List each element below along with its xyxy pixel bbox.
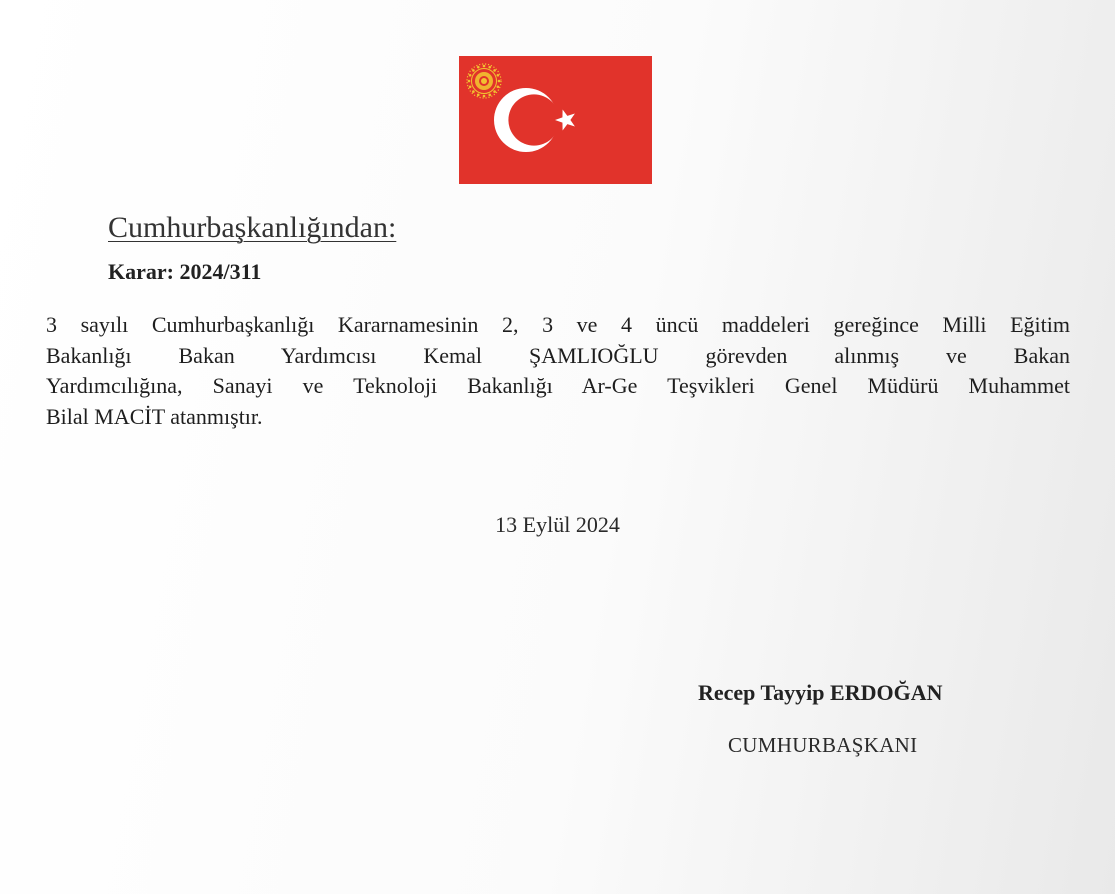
turkish-flag [459, 56, 652, 184]
seal-star-dot [469, 85, 472, 88]
seal-star-dot [488, 66, 491, 69]
seal-star-dot [469, 74, 472, 77]
seal-star-dot [488, 94, 491, 97]
decision-number: Karar: 2024/311 [108, 259, 262, 284]
body-line-4: Bilal MACİT atanmıştır. [46, 403, 263, 429]
seal-star-dot [493, 90, 496, 93]
signer-name: Recep Tayyip ERDOĞAN [698, 680, 943, 705]
flag-svg [459, 56, 652, 184]
body-line-3: Yardımcılığına, Sanayi ve Teknoloji Bakanlığı Ar-Ge Teşvikleri Genel Müdürü Muhammet [46, 373, 1070, 398]
seal-star-dot [483, 95, 486, 98]
issuer-heading: Cumhurbaşkanlığından: [108, 211, 397, 244]
seal-star-dot [497, 85, 500, 88]
seal-star-dot [477, 94, 480, 97]
seal-star-dot [477, 66, 480, 69]
seal-star-dot [472, 69, 475, 72]
decree-date: 13 Eylül 2024 [495, 512, 620, 537]
seal-star-dot [483, 65, 486, 68]
seal-star-dot [497, 74, 500, 77]
seal-star-dot [493, 69, 496, 72]
seal-star-dot [472, 90, 475, 93]
seal-star-dot [498, 80, 501, 83]
seal-star-dot [468, 80, 471, 83]
decree-date-row [0, 510, 1115, 540]
signer-title: CUMHURBAŞKANI [728, 733, 918, 757]
decree-body [46, 310, 1070, 432]
body-line-2: Bakanlığı Bakan Yardımcısı Kemal ŞAMLIOĞLU görevden alınmış ve Bakan [46, 342, 1070, 368]
body-line-1: 3 sayılı Cumhurbaşkanlığı Kararnamesinin 2, 3 ve 4 üncü maddeleri gereğince Milli Eğitim [46, 312, 1070, 337]
